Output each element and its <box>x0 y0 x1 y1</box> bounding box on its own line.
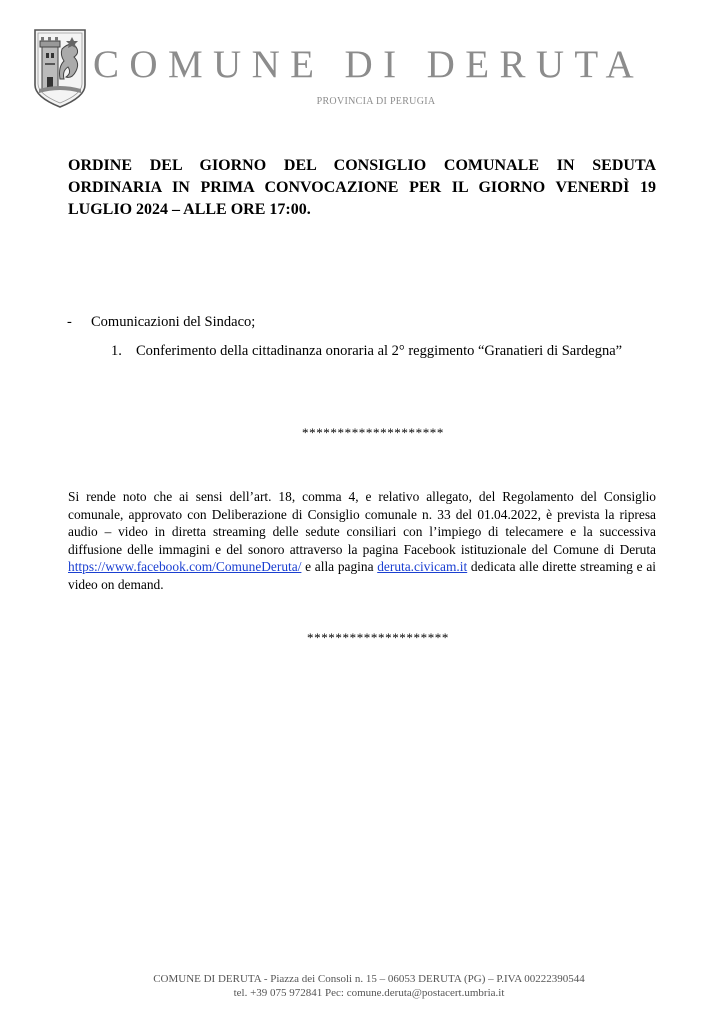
notice-text: dedicata alle dirette streaming e ai video on demand. <box>68 559 656 592</box>
footer-address: COMUNE DI DERUTA - Piazza dei Consoli n. 15 – 06053 DERUTA (PG) – P.IVA 00222390544 <box>153 973 585 985</box>
agenda-heading-line: LUGLIO 2024 – ALLE ORE 17:00. <box>68 201 311 218</box>
list-marker: - <box>67 314 72 330</box>
agenda-heading-line: ORDINE DEL GIORNO DEL CONSIGLIO COMUNALE IN SEDUTA <box>68 157 656 174</box>
agenda-item-text: Conferimento della cittadinanza onoraria al 2° reggimento “Granatieri di Sardegna” <box>136 343 623 359</box>
province-subtitle: PROVINCIA DI PERUGIA <box>316 96 436 107</box>
footer-contacts: tel. +39 075 972841 Pec: comune.deruta@postacert.umbria.it <box>233 987 505 999</box>
separator-asterisks: ******************** <box>307 630 449 645</box>
page-footer <box>0 972 724 1000</box>
notice-text: Si rende noto che ai sensi dell’art. 18, comma 4, e relativo allegato, del Regolamento del Consiglio comunale, approvato con Deliberazione di Consiglio comunale n. 33 del 01.04.2022, è prevista la ripresa audio – video in diretta streaming delle sedute consiliari con l’impiego di telecamere e la successiva diffusione delle immagini e del sonoro attraverso la pagina Facebook istituzionale del Comune di Deruta <box>68 489 656 557</box>
agenda-item-text: Comunicazioni del Sindaco; <box>91 314 256 330</box>
agenda-list <box>67 312 622 361</box>
separator-asterisks: ******************** <box>302 425 444 440</box>
agenda-heading-line: ORDINARIA IN PRIMA CONVOCAZIONE PER IL GIORNO VENERDÌ 19 <box>68 179 656 196</box>
agenda-item <box>67 341 622 361</box>
civicam-link[interactable]: deruta.civicam.it <box>377 559 468 575</box>
facebook-link[interactable]: https://www.facebook.com/ComuneDeruta/ <box>68 559 302 575</box>
municipality-title: COMUNE DI DERUTA <box>93 43 645 86</box>
streaming-notice <box>68 488 656 594</box>
notice-text: e alla pagina <box>301 559 378 575</box>
agenda-heading <box>68 155 656 221</box>
list-marker: 1. <box>111 343 122 359</box>
agenda-item <box>67 312 622 332</box>
